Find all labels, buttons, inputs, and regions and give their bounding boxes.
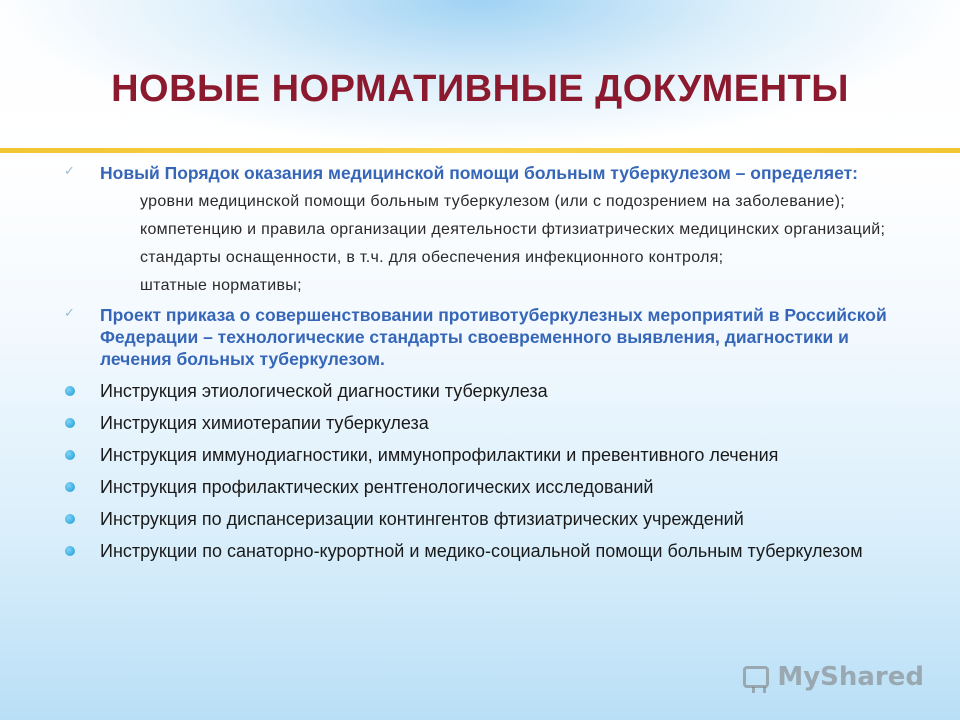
slide-content — [62, 162, 898, 572]
title-divider — [0, 148, 960, 153]
sub-list-item: штатные нормативы; — [140, 277, 302, 294]
bullet-dot-icon — [65, 450, 75, 460]
bullet-dot-icon — [65, 386, 75, 396]
bullet-text: Инструкция по диспансеризации контингентов фтизиатрических учреждений — [100, 509, 744, 529]
bullet-list — [62, 380, 898, 562]
check-item-text: Новый Порядок оказания медицинской помощи больным туберкулезом – определяет: — [100, 163, 859, 183]
bullet-text: Инструкция профилактических рентгенологических исследований — [100, 477, 654, 497]
bullet-dot-icon — [65, 546, 75, 556]
bullet-item — [62, 444, 898, 466]
monitor-icon — [743, 666, 769, 688]
checkmark-icon: ✓ — [64, 164, 75, 179]
bullet-item — [62, 380, 898, 402]
checkmark-icon: ✓ — [64, 306, 75, 321]
bullet-text: Инструкции по санаторно-курортной и медико-социальной помощи больным туберкулезом — [100, 541, 863, 561]
bullet-text: Инструкция иммунодиагностики, иммунопрофилактики и превентивного лечения — [100, 445, 779, 465]
bullet-item — [62, 540, 898, 562]
sub-list-item: стандарты оснащенности, в т.ч. для обеспечения инфекционного контроля; — [140, 249, 724, 266]
bullet-dot-icon — [65, 482, 75, 492]
bullet-text: Инструкция этиологической диагностики туберкулеза — [100, 381, 548, 401]
sub-list — [140, 192, 898, 296]
check-item-project — [62, 304, 898, 370]
sub-list-item: компетенцию и правила организации деятельности фтизиатрических медицинских организаций; — [140, 221, 886, 238]
slide-title: НОВЫЕ НОРМАТИВНЫЕ ДОКУМЕНТЫ — [111, 68, 849, 110]
myshared-watermark — [743, 662, 924, 692]
bullet-item — [62, 476, 898, 498]
bullet-dot-icon — [65, 418, 75, 428]
bullet-dot-icon — [65, 514, 75, 524]
sub-list-item: уровни медицинской помощи больным туберкулезом (или с подозрением на заболевание); — [140, 193, 845, 210]
bullet-text: Инструкция химиотерапии туберкулеза — [100, 413, 429, 433]
bullet-item — [62, 412, 898, 434]
check-item-order — [62, 162, 898, 184]
watermark-text: MyShared — [777, 662, 924, 692]
check-item-text: Проект приказа о совершенствовании противотуберкулезных мероприятий в Российской Федерации – технологические стандарты своевременного выявления, диагностики и лечения больных туберкулезом. — [100, 305, 887, 369]
bullet-item — [62, 508, 898, 530]
